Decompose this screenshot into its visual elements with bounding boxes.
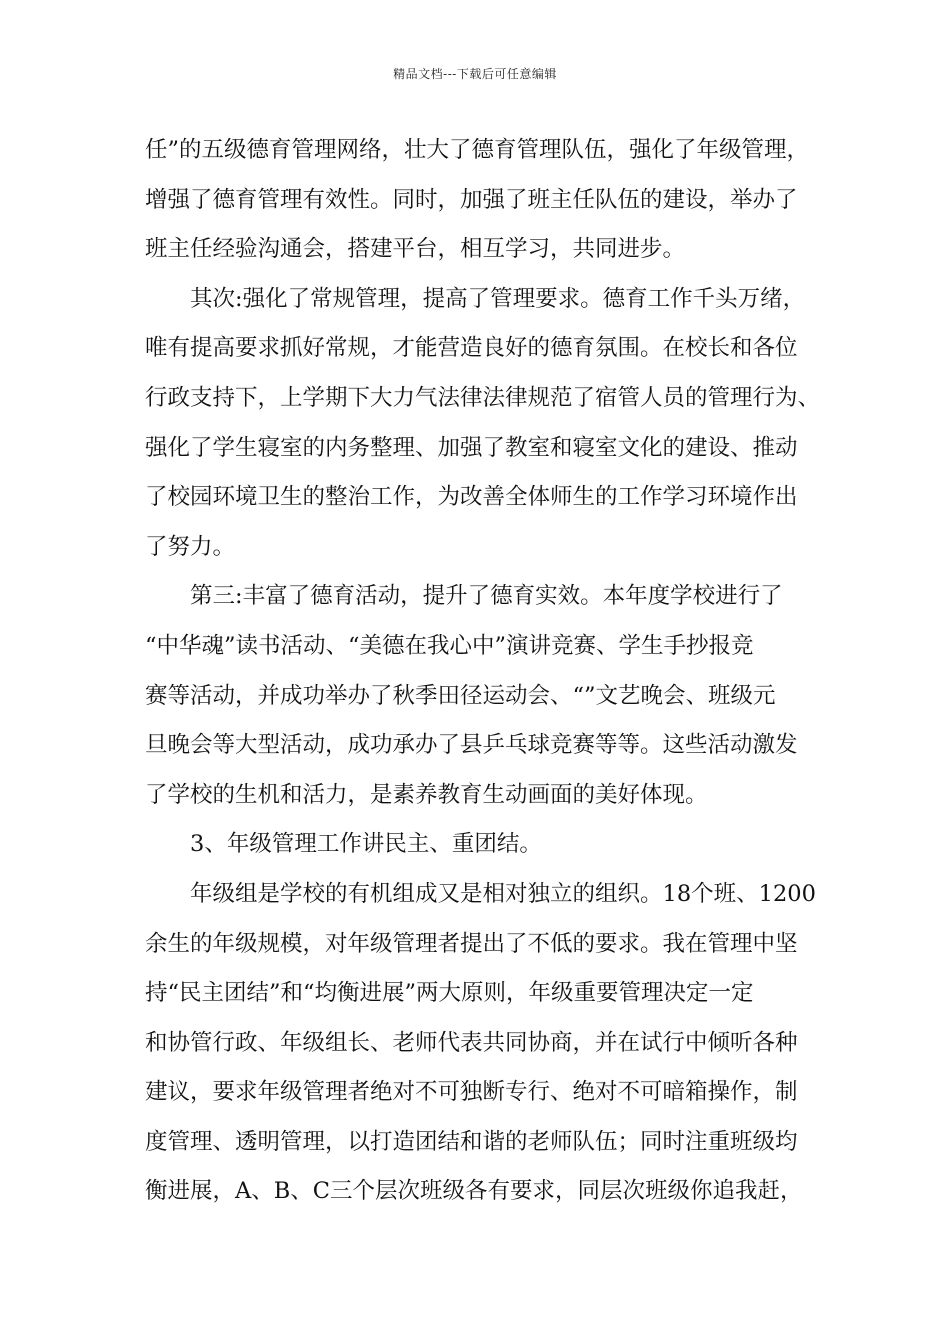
- text-line: 建议，要求年级管理者绝对不可独断专行、绝对不可暗箱操作，制: [145, 1079, 798, 1106]
- text-line: 了努力。: [145, 533, 236, 560]
- text-line: 任”的五级德育管理网络，壮大了德育管理队伍，强化了年级管理，: [145, 137, 810, 163]
- text-line: 强化了学生寝室的内务整理、加强了教室和寝室文化的建设、推动: [145, 434, 798, 461]
- text-line: 3、年级管理工作讲民主、重团结。: [190, 831, 542, 858]
- text-line: 赛等活动，并成功举办了秋季田径运动会、“”文艺晚会、班级元: [145, 682, 776, 709]
- document-body: [145, 126, 821, 1217]
- text-line: 了学校的生机和活力，是素养教育生动画面的美好体现。: [145, 781, 708, 808]
- text-line: “中华魂”读书活动、“美德在我心中”演讲竞赛、学生手抄报竞: [145, 632, 754, 659]
- text-line: 增强了德育管理有效性。同时，加强了班主任队伍的建设，举办了: [145, 186, 798, 213]
- text-line: 了校园环境卫生的整治工作，为改善全体师生的工作学习环境作出: [145, 484, 798, 511]
- text-line: 班主任经验沟通会，搭建平台，相互学习，共同进步。: [145, 236, 686, 263]
- text-line: 度管理、透明管理，以打造团结和谐的老师队伍；同时注重班级均: [145, 1128, 798, 1155]
- text-line: 其次:强化了常规管理，提高了管理要求。德育工作千头万绪，: [190, 285, 806, 312]
- text-line: 年级组是学校的有机组成又是相对独立的组织。18个班、1200: [190, 880, 816, 907]
- text-line: 行政支持下，上学期下大力气法律法律规范了宿管人员的管理行为、: [145, 384, 821, 411]
- text-line: 余生的年级规模，对年级管理者提出了不低的要求。我在管理中坚: [145, 930, 798, 957]
- text-line: 和协管行政、年级组长、老师代表共同协商，并在试行中倾听各种: [145, 1029, 798, 1056]
- text-line: 唯有提高要求抓好常规，才能营造良好的德育氛围。在校长和各位: [145, 335, 798, 362]
- text-line: 旦晚会等大型活动，成功承办了县乒乓球竞赛等等。这些活动激发: [145, 732, 798, 759]
- text-line: 第三:丰富了德育活动，提升了德育实效。本年度学校进行了: [190, 583, 783, 610]
- text-line: 衡进展，A、B、C三个层次班级各有要求，同层次班级你追我赶，: [145, 1178, 803, 1205]
- text-line: 持“民主团结”和“均衡进展”两大原则，年级重要管理决定一定: [145, 980, 754, 1007]
- page-header: 精品文档---下载后可任意编辑: [393, 67, 557, 81]
